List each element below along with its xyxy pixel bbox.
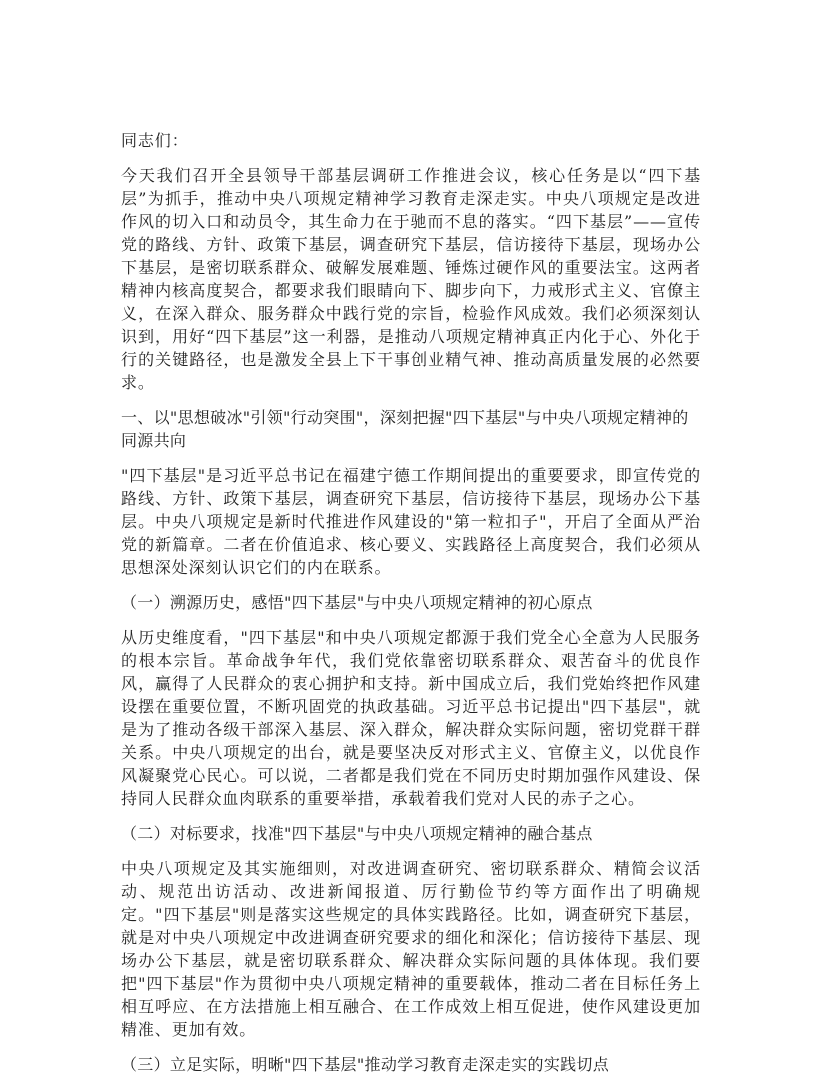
subsection-1-paragraph: 从历史维度看，"四下基层"和中央八项规定都源于我们党全心全意为人民服务的根本宗旨。革命战争年代，我们党依靠密切联系群众、艰苦奋斗的优良作风，赢得了人民群众的衷心拥护和支持。新中国成立后，我们党始终把作风建设摆在重要位置，不断巩固党的执政基础。习近平总书记提出"四下基层"，就是为了推动各级干部深入基层、深入群众，解决群众实际问题，密切党群干群关系。中央八项规定的出台，就是要坚决反对形式主义、官僚主义，以优良作风凝聚党心民心。可以说，二者都是我们党在不同历史时期加强作风建设、保持同人民群众血肉联系的重要举措，承载着我们党对人民的赤子之心。 xyxy=(121,628,701,808)
document-page xyxy=(121,129,701,1088)
subsection-1-heading: （一）溯源历史，感悟"四下基层"与中央八项规定精神的初心原点 xyxy=(121,593,593,612)
greeting: 同志们： xyxy=(121,131,189,150)
subsection-2-heading: （二）对标要求，找准"四下基层"与中央八项规定精神的融合基点 xyxy=(121,824,593,843)
subsection-3-heading: （三）立足实际，明晰"四下基层"推动学习教育走深走实的实践切点 xyxy=(121,1055,610,1074)
section-1-paragraph: "四下基层"是习近平总书记在福建宁德工作期间提出的重要要求，即宣传党的路线、方针、政策下基层，调查研究下基层，信访接待下基层，现场办公下基层。中央八项规定是新时代推进作风建设的"第一粒扣子"，开启了全面从严治党的新篇章。二者在价值追求、核心要义、实践路径上高度契合，我们必须从思想深处深刻认识它们的内在联系。 xyxy=(121,466,701,577)
intro-paragraph: 今天我们召开全县领导干部基层调研工作推进会议，核心任务是以“四下基层”为抓手，推动中央八项规定精神学习教育走深走实。中央八项规定是改进作风的切入口和动员令，其生命力在于驰而不息的落实。“四下基层”——宣传党的路线、方针、政策下基层，调查研究下基层，信访接待下基层，现场办公下基层，是密切联系群众、破解发展难题、锤炼过硬作风的重要法宝。这两者精神内核高度契合，都要求我们眼睛向下、脚步向下，力戒形式主义、官僚主义，在深入群众、服务群众中践行党的宗旨，检验作风成效。我们必须深刻认识到，用好“四下基层”这一利器，是推动八项规定精神真正内化于心、外化于行的关键路径，也是激发全县上下干事创业精气神、推动高质量发展的必然要求。 xyxy=(121,166,701,392)
subsection-2-paragraph: 中央八项规定及其实施细则，对改进调查研究、密切联系群众、精简会议活动、规范出访活动、改进新闻报道、厉行勤俭节约等方面作出了明确规定。"四下基层"则是落实这些规定的具体实践路径。比如，调查研究下基层，就是对中央八项规定中改进调查研究要求的细化和深化；信访接待下基层、现场办公下基层，就是密切联系群众、解决群众实际问题的具体体现。我们要把"四下基层"作为贯彻中央八项规定精神的重要载体，推动二者在目标任务上相互呼应、在方法措施上相互融合、在工作成效上相互促进，使作风建设更加精准、更加有效。 xyxy=(121,859,701,1039)
section-1-heading: 一、以"思想破冰"引领"行动突围"，深刻把握"四下基层"与中央八项规定精神的同源共向 xyxy=(121,408,689,450)
